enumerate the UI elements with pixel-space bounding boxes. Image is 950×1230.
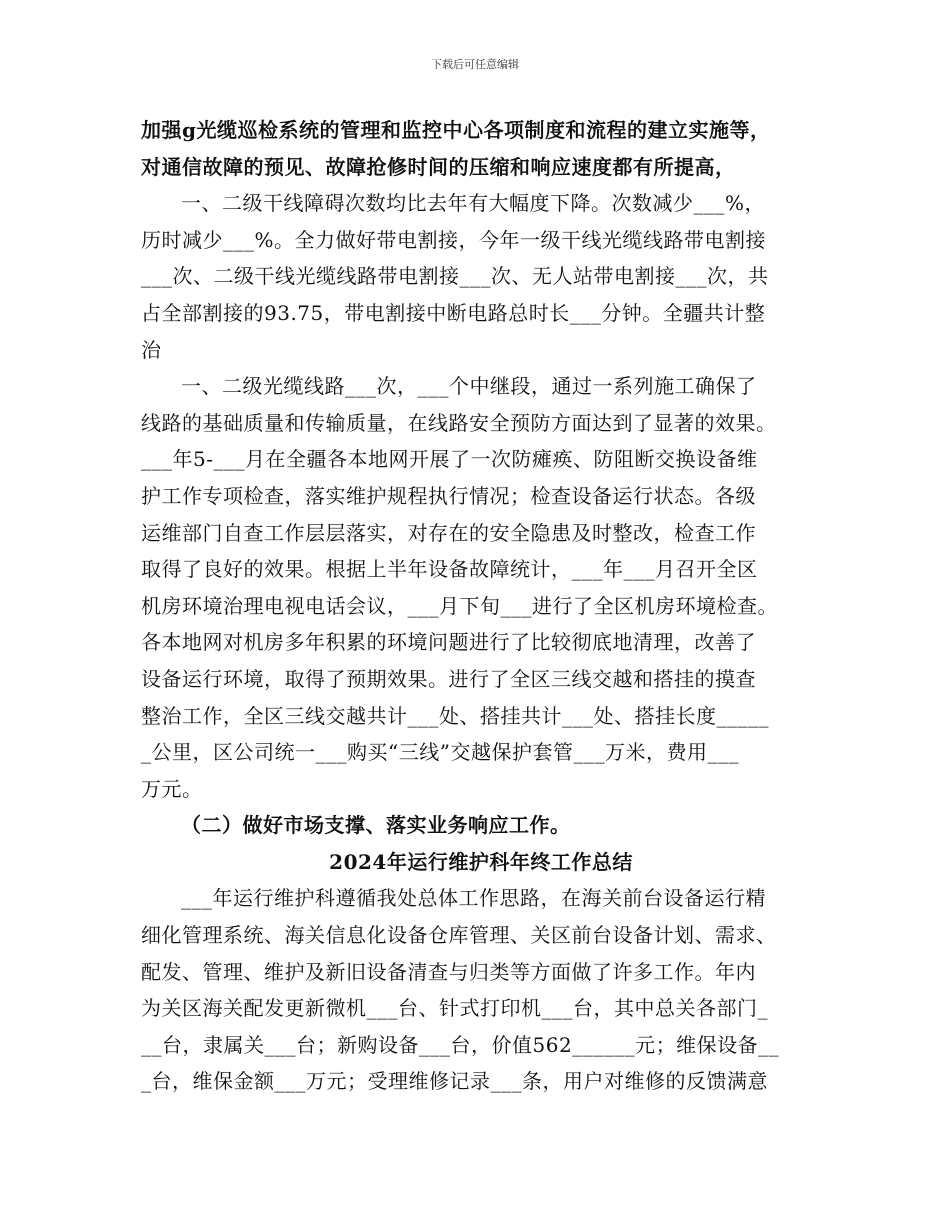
text-line: _台，维保金额___万元；受理维修记录___条，用户对维修的反馈满意 bbox=[141, 1069, 768, 1094]
text-line: 为关区海关配发更新微机___台、针式打印机___台，其中总关各部门_ bbox=[141, 996, 768, 1021]
text-line: 取得了良好的效果。根据上半年设备故障统计，___年___月召开全区 bbox=[141, 557, 758, 582]
page-header: 下载后可任意编辑 bbox=[431, 58, 519, 71]
text-line: 各本地网对机房多年积累的环境问题进行了比较彻底地清理，改善了 bbox=[141, 630, 756, 655]
text-line: 2024年运行维护科年终工作总结 bbox=[329, 849, 633, 874]
text-line: 一、二级光缆线路___次，___个中继段，通过一系列施工确保了 bbox=[181, 374, 757, 399]
text-line: 一、二级干线障碍次数均比去年有大幅度下降。次数减少___%， bbox=[181, 191, 766, 216]
text-line: 配发、管理、维护及新旧设备清查与归类等方面做了许多工作。年内 bbox=[141, 959, 756, 984]
text-line: ___年5-___月在全疆各本地网开展了一次防瘫痪、防阻断交换设备维 bbox=[141, 447, 758, 472]
text-line: 机房环境治理电视电话会议，___月下旬___进行了全区机房环境检查。 bbox=[141, 593, 778, 618]
text-line: 治 bbox=[141, 337, 162, 362]
text-line: ___年运行维护科遵循我处总体工作思路，在海关前台设备运行精 bbox=[181, 886, 766, 911]
text-line: 占全部割接的93.75，带电割接中断电路总时长___分钟。全疆共计整 bbox=[141, 300, 766, 325]
text-line: 细化管理系统、海关信息化设备仓库管理、关区前台设备计划、需求、 bbox=[141, 923, 777, 948]
text-line: 线路的基础质量和传输质量，在线路安全预防方面达到了显著的效果。 bbox=[141, 410, 777, 435]
document-body bbox=[141, 112, 821, 1100]
text-line: _公里，区公司统一___购买“三线”交越保护套管___万米，费用___ bbox=[141, 740, 739, 765]
text-line: 万元。 bbox=[141, 776, 203, 801]
text-line: （二）做好市场支撑、落实业务响应工作。 bbox=[181, 813, 571, 838]
text-line: 护工作专项检查，落实维护规程执行情况；检查设备运行状态。各级 bbox=[141, 483, 756, 508]
text-line: 整治工作，全区三线交越共计___处、搭挂共计___处、搭挂长度_____ bbox=[141, 703, 769, 728]
text-line: 对通信故障的预见、故障抢修时间的压缩和响应速度都有所提高， bbox=[141, 154, 736, 179]
text-line: 设备运行环境，取得了预期效果。进行了全区三线交越和搭挂的摸查 bbox=[141, 666, 756, 691]
text-line: 历时减少___%。全力做好带电割接，今年一级干线光缆线路带电割接 bbox=[141, 227, 767, 252]
text-line: __台，隶属关___台；新购设备___台，价值562______元；维保设备__ bbox=[141, 1032, 780, 1057]
text-line: ___次、二级干线光缆线路带电割接___次、无人站带电割接___次，共 bbox=[141, 264, 769, 289]
text-line: 加强g光缆巡检系统的管理和监控中心各项制度和流程的建立实施等， bbox=[141, 118, 771, 142]
text-line: 运维部门自查工作层层落实，对存在的安全隐患及时整改，检查工作 bbox=[141, 520, 756, 545]
